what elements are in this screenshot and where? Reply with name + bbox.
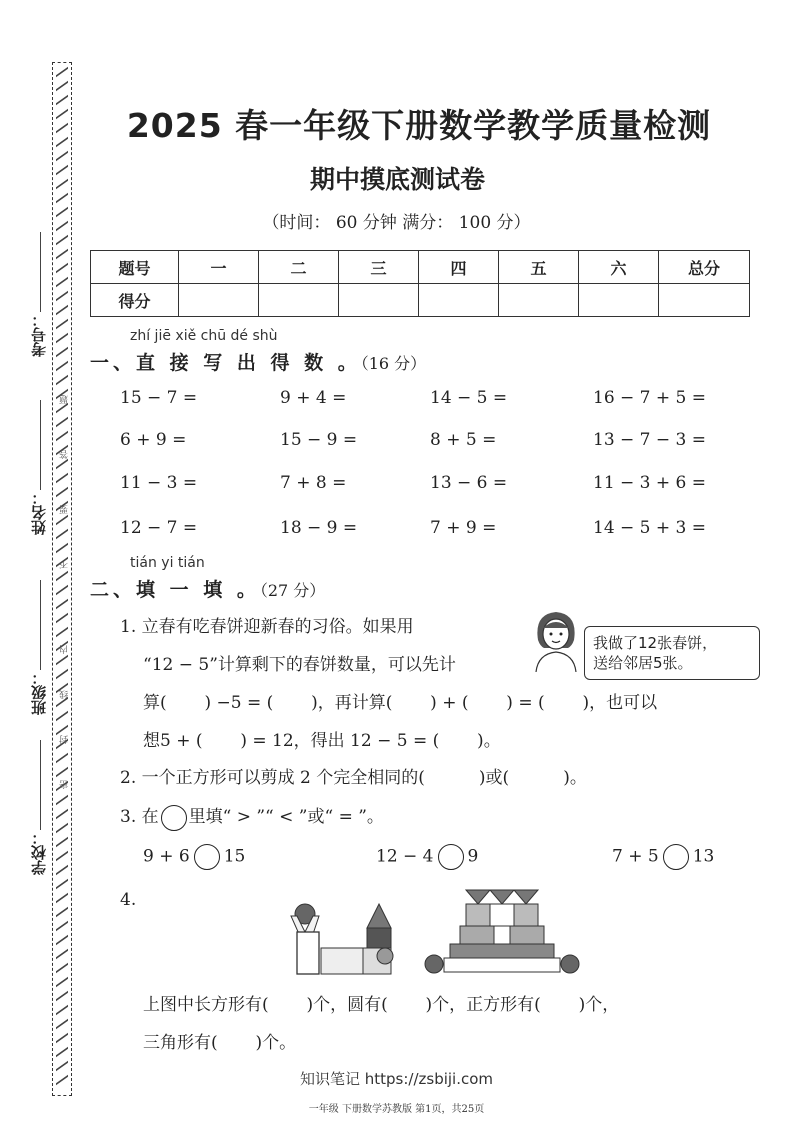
page-subtitle: 期中摸底测试卷 [309,165,485,194]
bubble-line: 送给邻居5张。 [593,654,693,672]
hatch-mark [56,1047,68,1057]
score-cell[interactable] [259,284,339,317]
section1-heading [90,348,426,375]
name-label: 姓名： [30,490,48,535]
section2-title: 二、填 一 填 。 [90,579,260,601]
circle-icon [161,805,187,831]
hatch-mark [56,473,68,483]
arithmetic-item: 7 + 8 = [280,473,347,493]
hatch-mark [56,319,68,329]
arithmetic-item: 16 − 7 + 5 = [593,388,707,408]
score-header-cell: 总分 [659,251,750,284]
q3-left: 12 − 4 [376,846,434,867]
hatch-mark [56,1019,68,1029]
hatch-mark [56,249,68,259]
score-table [90,250,750,317]
score-cell[interactable] [339,284,419,317]
q1-line1: 1. 立春有吃春饼迎新春的习俗。如果用 [120,617,414,637]
hatch-mark [56,921,68,931]
q3-right: 13 [692,846,715,867]
hatch-mark [56,571,68,581]
hatch-mark [56,935,68,945]
arithmetic-item: 14 − 5 = [430,388,508,408]
q1-line3: 算( ) −5 = ( )，再计算( ) + ( ) = ( )，也可以 [143,693,658,713]
hatch-mark [56,655,68,665]
score-row-label: 得分 [91,284,179,317]
q2-text: 2. 一个正方形可以剪成 2 个完全相同的( )或( )。 [120,768,587,788]
arithmetic-item: 18 − 9 = [280,518,358,538]
seal-char: 题 [60,395,70,404]
school-line [40,740,41,830]
hatch-mark [56,333,68,343]
section1-points: （16 分） [360,354,427,373]
hatch-mark [56,879,68,889]
hatch-mark [56,823,68,833]
hatch-mark [56,375,68,385]
q1-line4: 想5 + ( ) = 12，得出 12 − 5 = ( )。 [143,731,501,751]
hatch-mark [56,669,68,679]
exam-meta: （时间： 60 分钟 满分： 100 分） [262,213,531,233]
score-header-cell: 三 [339,251,419,284]
hatch-mark [56,907,68,917]
hatch-mark [56,991,68,1001]
score-header-cell: 四 [419,251,499,284]
hatch-mark [56,1033,68,1043]
school-label: 学校： [30,830,48,875]
seal-char: 不 [60,560,70,569]
hatch-mark [56,291,68,301]
arithmetic-item: 7 + 9 = [430,518,497,538]
arithmetic-item: 11 − 3 = [120,473,198,493]
q3-item [143,844,245,870]
seal-char: 密 [60,780,70,789]
arithmetic-item: 13 − 6 = [430,473,508,493]
compare-circle[interactable] [663,844,689,870]
score-header-cell: 六 [579,251,659,284]
hatch-mark [56,543,68,553]
hatch-mark [56,417,68,427]
hatch-mark [56,893,68,903]
seal-char: 内 [60,645,70,654]
hatch-mark [56,599,68,609]
q3-item [612,844,714,870]
hatch-mark [56,277,68,287]
score-cell[interactable] [419,284,499,317]
hatch-mark [56,809,68,819]
hatch-mark [56,627,68,637]
exam-no-line [40,232,41,312]
q3-left: 9 + 6 [143,846,190,867]
hatch-mark [56,865,68,875]
bubble-line: 我做了12张春饼， [593,634,718,652]
section1-title: 一、直 接 写 出 得 数 。 [90,352,361,374]
hatch-mark [56,81,68,91]
q3-text [120,802,384,831]
q3-right: 15 [223,846,246,867]
hatch-mark [56,361,68,371]
seal-char: 线 [60,690,70,699]
hatch-mark [56,949,68,959]
hatch-mark [56,403,68,413]
q3-left: 7 + 5 [612,846,659,867]
arithmetic-item: 9 + 4 = [280,388,347,408]
hatch-mark [56,767,68,777]
hatch-mark [56,487,68,497]
hatch-mark [56,795,68,805]
speech-bubble [584,626,760,680]
q3-item [376,844,478,870]
compare-circle[interactable] [194,844,220,870]
hatch-mark [56,837,68,847]
q3-prefix: 3. 在 [120,807,159,827]
arithmetic-item: 15 − 7 = [120,388,198,408]
girl-icon [528,606,584,672]
hatch-mark [56,431,68,441]
watermark: 知识笔记 https://zsbiji.com [299,1070,494,1088]
arithmetic-item: 8 + 5 = [430,430,497,450]
page-title: 2025 春一年级下册数学教学质量检测 [126,106,712,145]
hatch-mark [56,305,68,315]
hatch-mark [56,753,68,763]
seal-char: 封 [60,735,70,744]
hatch-mark [56,67,68,77]
hatch-mark [56,613,68,623]
q4-line2: 三角形有( )个。 [143,1033,297,1053]
hatch-mark [56,711,68,721]
hatch-mark [56,263,68,273]
q3-right: 9 [467,846,479,867]
hatch-mark [56,529,68,539]
score-value-row [91,284,750,317]
arithmetic-item: 12 − 7 = [120,518,198,538]
page-info: 一年级 下册数学苏教版 第1页，共25页 [308,1104,485,1115]
score-header-cell: 一 [179,251,259,284]
hatch-mark [56,725,68,735]
seal-char: 答 [60,450,70,459]
score-cell[interactable] [579,284,659,317]
arithmetic-item: 13 − 7 − 3 = [593,430,707,450]
section2-points: （27 分） [259,581,326,600]
section2-pinyin: tián yi tián [130,555,205,571]
seal-char: 要 [60,505,70,514]
name-line [40,400,41,490]
exam-no-label: 考号： [30,312,48,357]
arithmetic-item: 11 − 3 + 6 = [593,473,707,493]
compare-circle[interactable] [438,844,464,870]
shapes-figure-left [285,898,405,978]
hatch-mark [56,585,68,595]
score-header-cell: 题号 [91,251,179,284]
q4-line1: 上图中长方形有( )个，圆有( )个，正方形有( )个， [143,995,620,1015]
hatch-mark [56,977,68,987]
arithmetic-item: 6 + 9 = [120,430,187,450]
score-cell[interactable] [659,284,750,317]
arithmetic-item: 15 − 9 = [280,430,358,450]
q4-number: 4. [120,890,137,910]
hatch-mark [56,1005,68,1015]
hatch-mark [56,963,68,973]
score-header-cell: 五 [499,251,579,284]
shapes-figure-right [420,884,585,976]
class-label: 班级： [30,670,48,715]
q1-line2: “12 − 5”计算剩下的春饼数量，可以先计 [143,655,456,675]
score-header-cell: 二 [259,251,339,284]
q3-suffix: 里填“ > ”“ < ”或“ = ”。 [188,807,384,827]
section2-heading [90,575,325,602]
hatch-mark [56,851,68,861]
hatch-mark [56,459,68,469]
arithmetic-item: 14 − 5 + 3 = [593,518,707,538]
score-cell[interactable] [499,284,579,317]
score-cell[interactable] [179,284,259,317]
hatch-mark [56,515,68,525]
class-line [40,580,41,670]
hatch-mark [56,347,68,357]
section1-pinyin: zhí jiē xiě chū dé shù [130,328,278,344]
hatch-mark [56,235,68,245]
score-header-row [91,251,750,284]
